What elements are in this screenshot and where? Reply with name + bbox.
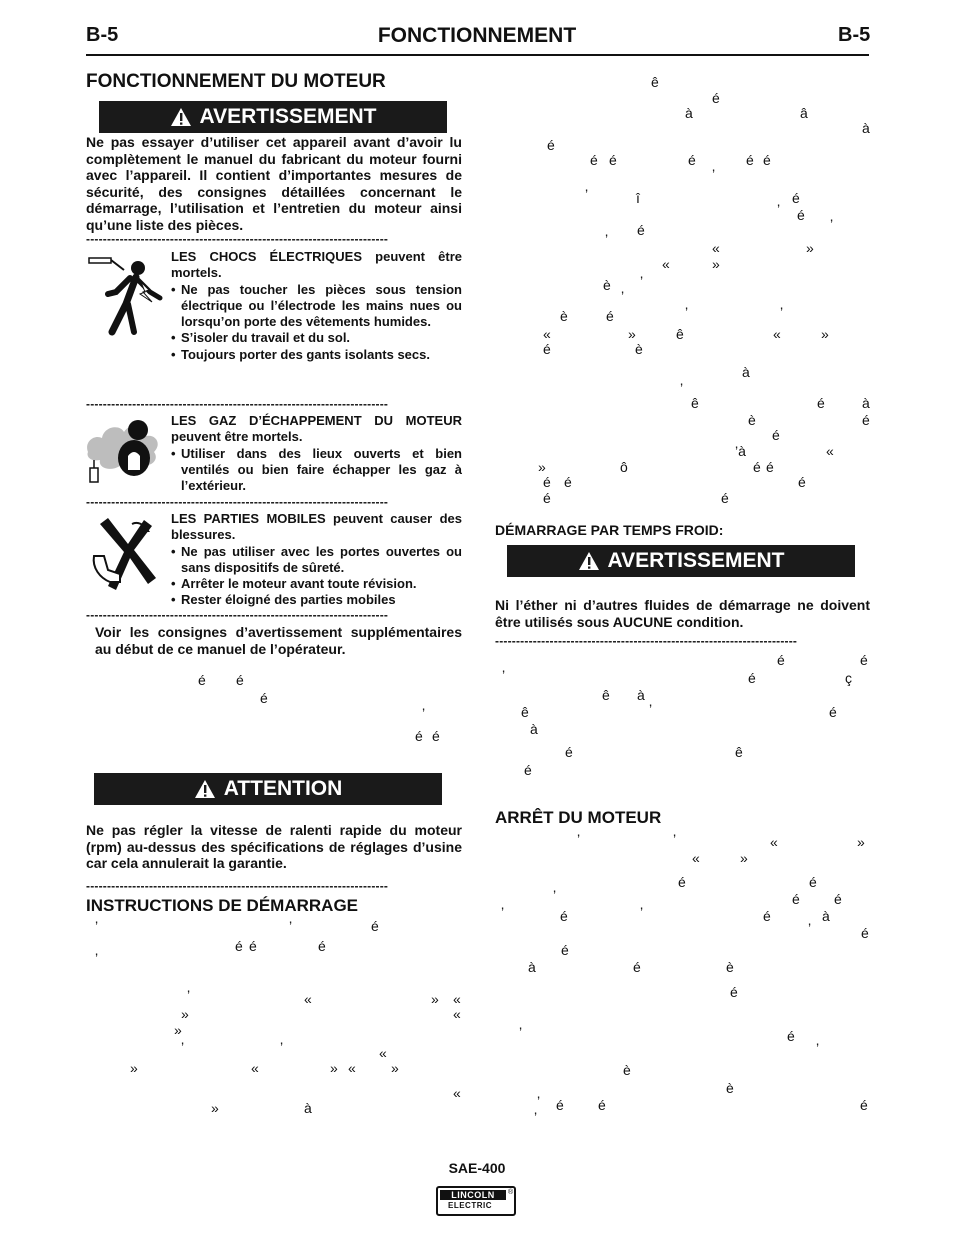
engine-operation-title: FONCTIONNEMENT DU MOTEUR <box>86 71 386 92</box>
text-glyph: « <box>543 326 551 342</box>
text-glyph: « <box>712 240 720 256</box>
dash-separator: ------------------------------------------------------------------------ <box>86 232 389 246</box>
text-glyph: ’ <box>780 304 784 320</box>
text-glyph: é <box>753 459 761 475</box>
dash-separator: ------------------------------------------------------------------------ <box>495 634 798 648</box>
text-glyph: é <box>766 459 774 475</box>
text-glyph: à <box>742 364 750 380</box>
text-glyph: « <box>453 1006 461 1022</box>
warning-triangle-icon <box>578 551 600 571</box>
text-glyph: é <box>609 152 617 168</box>
text-glyph: » <box>174 1022 182 1038</box>
text-glyph: ’ <box>553 887 557 903</box>
attention-banner-label: ATTENTION <box>223 777 343 800</box>
text-glyph: ’ <box>640 273 644 289</box>
text-glyph: à <box>862 120 870 136</box>
text-glyph: ’ <box>95 950 99 966</box>
text-glyph: é <box>543 341 551 357</box>
logo-registered-mark: ® <box>508 1189 514 1196</box>
start-instructions-title: INSTRUCTIONS DE DÉMARRAGE <box>86 896 359 915</box>
warning-triangle-icon <box>194 779 216 799</box>
text-glyph: « <box>773 326 781 342</box>
exhaust-fumes-title: LES GAZ D’ÉCHAPPEMENT DU MOTEUR peuvent être mortels. <box>171 413 462 445</box>
cold-start-title: DÉMARRAGE PAR TEMPS FROID: <box>495 522 724 538</box>
text-glyph: é <box>249 938 257 954</box>
text-glyph: ’ <box>422 705 426 721</box>
text-glyph: è <box>635 341 643 357</box>
text-glyph: ’ <box>187 987 191 1003</box>
exhaust-fumes-bullet: • Utiliser dans des lieux ouverts et bien ventilés ou bien faire échapper les gaz à l’extérieur. <box>171 446 462 495</box>
text-glyph: é <box>772 427 780 443</box>
electric-shock-icon <box>86 252 166 336</box>
electric-shock-bullet: • S’isoler du travail et du sol. <box>171 330 462 346</box>
text-glyph: ê <box>602 687 610 703</box>
text-glyph: ’ <box>181 1039 185 1055</box>
text-glyph: é <box>862 412 870 428</box>
text-glyph: « <box>348 1060 356 1076</box>
text-glyph: ’ <box>816 1040 820 1056</box>
exhaust-fumes-warning <box>171 413 462 494</box>
text-glyph: é <box>746 152 754 168</box>
moving-parts-title: LES PARTIES MOBILES peuvent causer des blessures. <box>171 511 462 543</box>
exhaust-fumes-icon <box>84 414 170 490</box>
moving-parts-bullet: • Ne pas utiliser avec les portes ouvertes ou sans dispositifs de sûreté. <box>171 544 462 577</box>
text-glyph: ’ <box>577 831 581 847</box>
electric-shock-warning <box>171 249 462 363</box>
text-glyph: à <box>528 959 536 975</box>
starting-fluid-warning-text: Ni l’éther ni d’autres fluides de démarrage ne doivent être utilisés sous AUCUNE condition. <box>495 597 870 630</box>
text-glyph: é <box>236 672 244 688</box>
text-glyph: » <box>740 850 748 866</box>
text-glyph: é <box>834 891 842 907</box>
text-glyph: é <box>235 938 243 954</box>
text-glyph: » <box>431 991 439 1007</box>
text-glyph: è <box>623 1062 631 1078</box>
text-glyph: » <box>806 240 814 256</box>
text-glyph: è <box>603 277 611 293</box>
header-rule <box>86 54 869 56</box>
text-glyph: ’ <box>502 667 506 683</box>
text-glyph: è <box>726 959 734 975</box>
text-glyph: ê <box>735 744 743 760</box>
engine-manual-warning-text: Ne pas essayer d’utiliser cet appareil avant d’avoir lu complètement le manuel du fabricant du moteur fourni avec l’appareil. Il contient d’importantes mesures de sécurité, des consignes détaillées concernant le démarrage, l’utilisation et l’entretien du moteur ainsi qu’une liste des pièces. <box>86 134 462 233</box>
text-glyph: » <box>330 1060 338 1076</box>
text-glyph: é <box>712 90 720 106</box>
text-glyph: é <box>598 1097 606 1113</box>
text-glyph: ’ <box>605 231 609 247</box>
attention-banner <box>94 773 442 805</box>
text-glyph: é <box>318 938 326 954</box>
text-glyph: » <box>211 1100 219 1116</box>
text-glyph: ê <box>521 704 529 720</box>
text-glyph: é <box>829 704 837 720</box>
text-glyph: é <box>678 874 686 890</box>
warning-triangle-icon <box>170 107 192 127</box>
text-glyph: é <box>543 474 551 490</box>
text-glyph: à <box>304 1100 312 1116</box>
text-glyph: « <box>770 834 778 850</box>
text-glyph: à <box>530 721 538 737</box>
text-glyph: é <box>556 1097 564 1113</box>
text-glyph: é <box>763 908 771 924</box>
text-glyph: » <box>821 326 829 342</box>
text-glyph: ’ <box>673 831 677 847</box>
text-glyph: é <box>817 395 825 411</box>
text-glyph: â <box>800 105 808 121</box>
text-glyph: » <box>181 1006 189 1022</box>
page-header-title: FONCTIONNEMENT <box>377 24 577 47</box>
text-glyph: ’ <box>280 1039 284 1055</box>
dash-separator: ------------------------------------------------------------------------ <box>86 879 389 893</box>
text-glyph: é <box>730 984 738 1000</box>
text-glyph: ’ <box>685 304 689 320</box>
text-glyph: ’ <box>640 904 644 920</box>
text-glyph: é <box>547 137 555 153</box>
text-glyph: ’ <box>289 918 293 934</box>
text-glyph: ’ <box>534 1109 538 1125</box>
text-glyph: é <box>637 222 645 238</box>
text-glyph: à <box>822 908 830 924</box>
text-glyph: » <box>628 326 636 342</box>
text-glyph: à <box>862 395 870 411</box>
text-glyph: ê <box>651 74 659 90</box>
text-glyph: à <box>685 105 693 121</box>
text-glyph: é <box>590 152 598 168</box>
dash-separator: ------------------------------------------------------------------------ <box>86 608 389 622</box>
text-glyph: é <box>371 918 379 934</box>
text-glyph: é <box>861 925 869 941</box>
text-glyph: é <box>432 728 440 744</box>
model-number: SAE-400 <box>448 1160 506 1176</box>
text-glyph: é <box>721 490 729 506</box>
text-glyph: î <box>636 190 640 206</box>
electric-shock-bullet: • Toujours porter des gants isolants secs. <box>171 347 462 363</box>
text-glyph: » <box>538 459 546 475</box>
lincoln-electric-logo <box>436 1186 516 1216</box>
page-number-left: B-5 <box>86 24 119 46</box>
page-number-right: B-5 <box>838 24 871 46</box>
electric-shock-title: LES CHOCS ÉLECTRIQUES peuvent être mortels. <box>171 249 462 281</box>
text-glyph: é <box>797 207 805 223</box>
text-glyph: é <box>688 152 696 168</box>
text-glyph: « <box>304 991 312 1007</box>
text-glyph: » <box>391 1060 399 1076</box>
text-glyph: é <box>260 690 268 706</box>
text-glyph: à <box>637 687 645 703</box>
warning-banner-right <box>507 545 855 577</box>
text-glyph: ’ <box>777 201 781 217</box>
text-glyph: » <box>857 834 865 850</box>
text-glyph: ’ <box>95 918 99 934</box>
text-glyph: é <box>524 762 532 778</box>
text-glyph: ’ <box>537 1093 541 1109</box>
text-glyph: « <box>453 991 461 1007</box>
supplementary-warning-text: Voir les consignes d’avertissement supplémentaires au début de ce manuel de l’opérateur. <box>95 624 462 657</box>
text-glyph: « <box>662 256 670 272</box>
text-glyph: é <box>809 874 817 890</box>
electric-shock-bullet: • Ne pas toucher les pièces sous tension électrique ou l’électrode les mains nues ou lorsqu’on porte des vêtements humides. <box>171 282 462 331</box>
moving-parts-icon <box>90 516 162 592</box>
text-glyph: ç <box>845 670 852 686</box>
moving-parts-bullet: • Rester éloigné des parties mobiles <box>171 592 462 608</box>
text-glyph: é <box>415 728 423 744</box>
text-glyph: « <box>692 850 700 866</box>
text-glyph: é <box>565 744 573 760</box>
text-glyph: ’ <box>649 701 653 717</box>
text-glyph: è <box>726 1080 734 1096</box>
text-glyph: ’ <box>830 216 834 232</box>
text-glyph: « <box>251 1060 259 1076</box>
text-glyph: ê <box>676 326 684 342</box>
text-glyph: é <box>606 308 614 324</box>
text-glyph: é <box>792 891 800 907</box>
text-glyph: « <box>826 443 834 459</box>
logo-top-text: LINCOLN <box>440 1190 506 1200</box>
text-glyph: ’ <box>680 380 684 396</box>
text-glyph: » <box>712 256 720 272</box>
text-glyph: é <box>777 652 785 668</box>
warning-banner-label: AVERTISSEMENT <box>199 105 377 128</box>
text-glyph: é <box>792 190 800 206</box>
text-glyph: é <box>787 1028 795 1044</box>
logo-bottom-text: ELECTRIC <box>448 1201 492 1210</box>
text-glyph: ’ <box>585 186 589 202</box>
text-glyph: ’ <box>808 920 812 936</box>
text-glyph: è <box>748 412 756 428</box>
idle-speed-caution-text: Ne pas régler la vitesse de ralenti rapide du moteur (rpm) au-dessus des spécifications de réglages d’usine car cela annulerait la garantie. <box>86 822 462 871</box>
text-glyph: ê <box>691 395 699 411</box>
text-glyph: ô <box>620 459 628 475</box>
text-glyph: é <box>860 652 868 668</box>
warning-banner-left <box>99 101 447 133</box>
text-glyph: é <box>543 490 551 506</box>
text-glyph: è <box>560 308 568 324</box>
text-glyph: ’à <box>735 443 746 459</box>
dash-separator: ------------------------------------------------------------------------ <box>86 397 389 411</box>
text-glyph: é <box>564 474 572 490</box>
moving-parts-warning <box>171 511 462 609</box>
text-glyph: é <box>561 942 569 958</box>
text-glyph: é <box>560 908 568 924</box>
text-glyph: ’ <box>621 288 625 304</box>
text-glyph: é <box>198 672 206 688</box>
engine-stop-title: ARRÊT DU MOTEUR <box>495 808 662 827</box>
text-glyph: ’ <box>501 904 505 920</box>
text-glyph: é <box>748 670 756 686</box>
dash-separator: ------------------------------------------------------------------------ <box>86 495 389 509</box>
text-glyph: é <box>763 152 771 168</box>
text-glyph: « <box>453 1085 461 1101</box>
text-glyph: é <box>798 474 806 490</box>
text-glyph: » <box>130 1060 138 1076</box>
text-glyph: ’ <box>519 1024 523 1040</box>
warning-banner-label: AVERTISSEMENT <box>607 549 785 572</box>
text-glyph: « <box>379 1045 387 1061</box>
text-glyph: ’ <box>712 166 716 182</box>
moving-parts-bullet: • Arrêter le moteur avant toute révision. <box>171 576 462 592</box>
text-glyph: é <box>633 959 641 975</box>
text-glyph: é <box>860 1097 868 1113</box>
